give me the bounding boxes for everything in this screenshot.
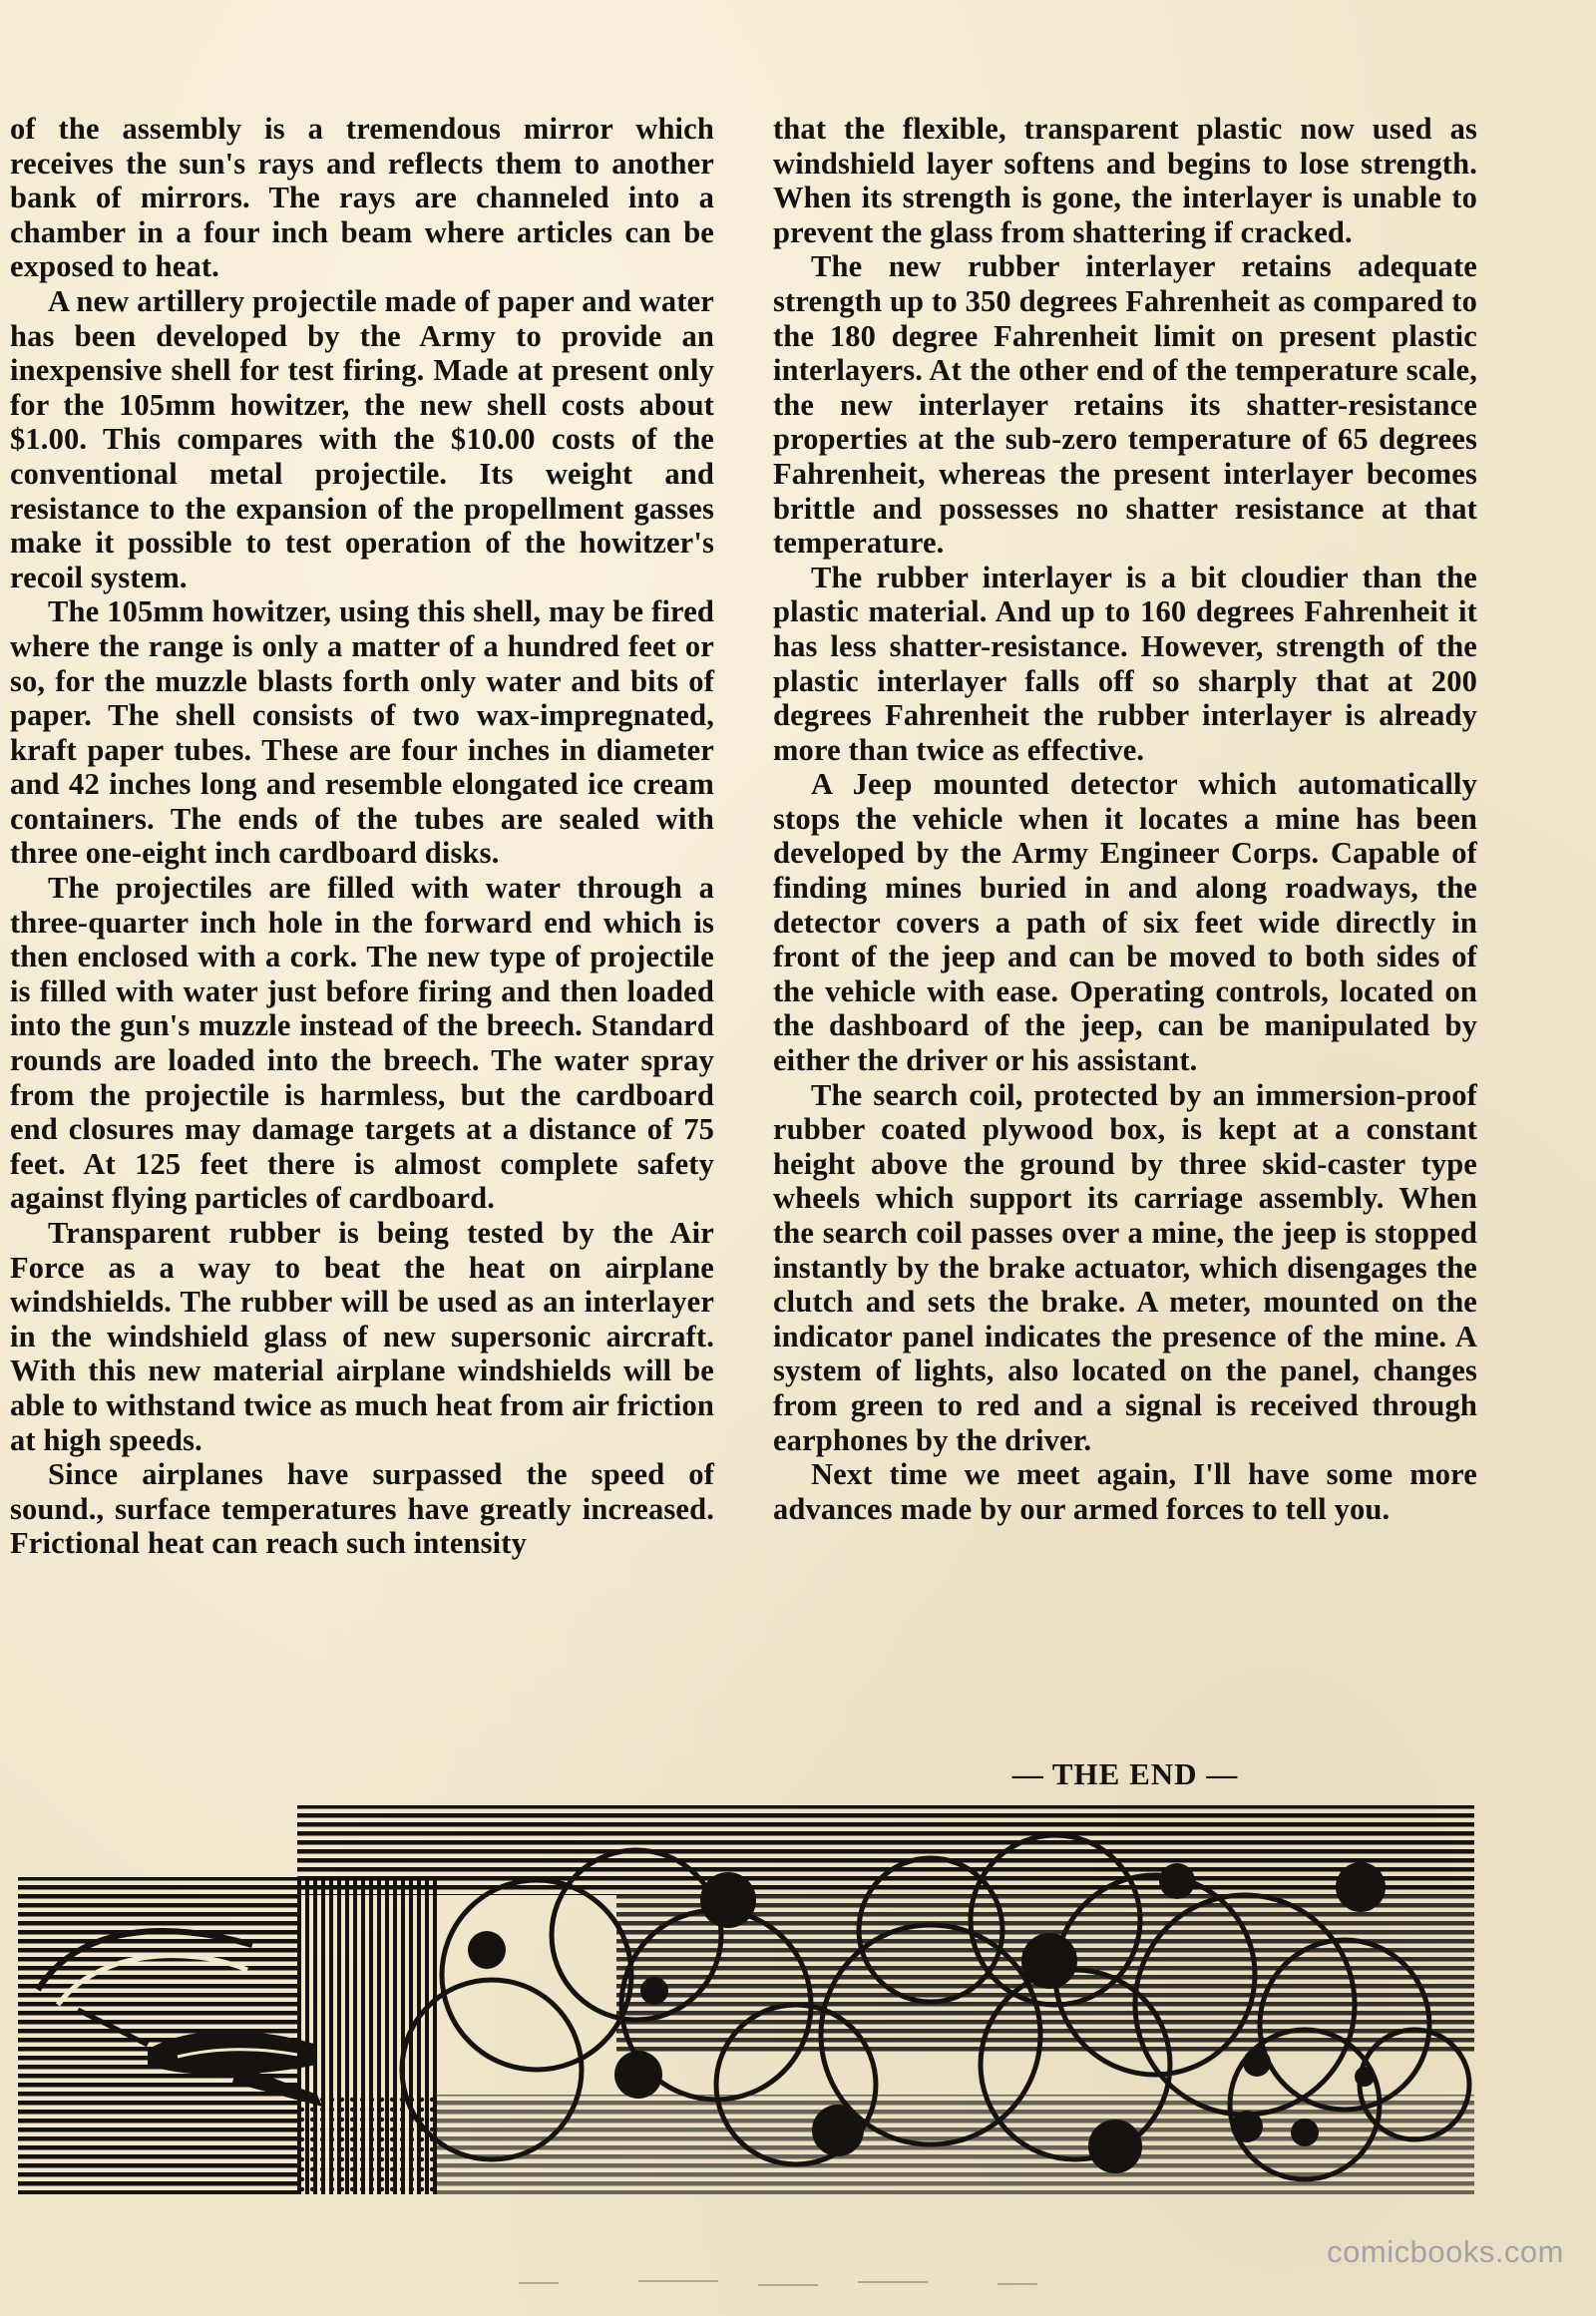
paragraph: The search coil, protected by an immersion-proof rubber coated plywood box, is kept at a constant height above the ground by three skid-caster type wheels which support its carriage assembly. When the search coil passes over a mine, the jeep is stopped instantly by the brake actuator, which disengages the clutch and sets the brake. A meter, mounted on the indicator panel indicates the presence of the mine. A system of lights, also located on the panel, changes from green to red and a signal is received through earphones by the driver. bbox=[773, 1077, 1477, 1457]
the-end-label: — THE END — bbox=[1011, 1756, 1239, 1791]
paragraph: Since airplanes have surpassed the speed of sound., surface temperatures have greatly increased. Frictional heat can reach such intensity bbox=[10, 1457, 714, 1561]
article-right-column bbox=[773, 112, 1477, 1526]
paragraph: The new rubber interlayer retains adequate strength up to 350 degrees Fahrenheit as compared to the 180 degree Fahrenheit limit on present plastic interlayers. At the other end of the temperature scale, the new interlayer retains its shatter-resistance properties at the sub-zero temperature of 65 degrees Fahrenheit, whereas the present interlayer becomes brittle and possesses no shatter resistance at that temperature. bbox=[773, 249, 1477, 561]
paragraph: that the flexible, transparent plastic now used as windshield layer softens and begins to lose strength. When its strength is gone, the interlayer is unable to prevent the glass from shattering if cracked. bbox=[773, 112, 1477, 249]
paragraph: of the assembly is a tremendous mirror which receives the sun's rays and reflects them to another bank of mirrors. The rays are channeled into a chamber in a four inch beam where articles can be exposed to heat. bbox=[10, 112, 714, 284]
decorative-illustration bbox=[18, 1795, 1474, 2199]
paragraph: The projectiles are filled with water through a three-quarter inch hole in the forward end which is then enclosed with a cork. The new type of projectile is filled with water just before firing and then loaded into the gun's muzzle instead of the breech. Standard rounds are loaded into the breech. The water spray from the projectile is harmless, but the cardboard end closures may damage targets at a distance of 75 feet. At 125 feet there is almost complete safety against flying particles of cardboard. bbox=[10, 871, 714, 1216]
watermark: comicbooks.com bbox=[1327, 2234, 1564, 2269]
stripe-band bbox=[297, 1805, 1474, 1877]
paragraph: Transparent rubber is being tested by the Air Force as a way to beat the heat on airplane windshields. The rubber will be used as an interlayer in the windshield glass of new supersonic aircraft. With this new material airplane windshields will be able to withstand twice as much heat from air friction at high speeds. bbox=[10, 1216, 714, 1457]
paragraph: Next time we meet again, I'll have some more advances made by our armed forces to tell you. bbox=[773, 1457, 1477, 1526]
scan-edge-marks bbox=[0, 2274, 1596, 2294]
paragraph: The rubber interlayer is a bit cloudier than the plastic material. And up to 160 degrees Fahrenheit it has less shatter-resistance. However, strength of the plastic interlayer falls off so sharply that at 200 degrees Fahrenheit the rubber interlayer is already more than twice as effective. bbox=[773, 560, 1477, 767]
dotted-block bbox=[297, 2095, 437, 2194]
paragraph: A new artillery projectile made of paper and water has been developed by the Army to provide an inexpensive shell for test firing. Made at present only for the 105mm howitzer, the new shell costs about $1.00. This compares with the $10.00 costs of the conventional metal projectile. Its weight and resistance to the expansion of the propellment gasses make it possible to test operation of the howitzer's recoil system. bbox=[10, 283, 714, 594]
paragraph: A Jeep mounted detector which automatically stops the vehicle when it locates a mine has been developed by the Army Engineer Corps. Capable of finding mines buried in and along roadways, the detector covers a path of six feet wide directly in front of the jeep and can be moved to both sides of the vehicle with ease. Operating controls, located on the dashboard of the jeep, can be manipulated by either the driver or his assistant. bbox=[773, 767, 1477, 1078]
article-left-column bbox=[10, 112, 714, 1561]
paragraph: The 105mm howitzer, using this shell, may be fired where the range is only a matter of a hundred feet or so, for the muzzle blasts forth only water and bits of paper. The shell consists of two wax-impregnated, kraft paper tubes. These are four inches in diameter and 42 inches long and resemble elongated ice cream containers. The ends of the tubes are sealed with three one-eight inch cardboard disks. bbox=[10, 594, 714, 871]
